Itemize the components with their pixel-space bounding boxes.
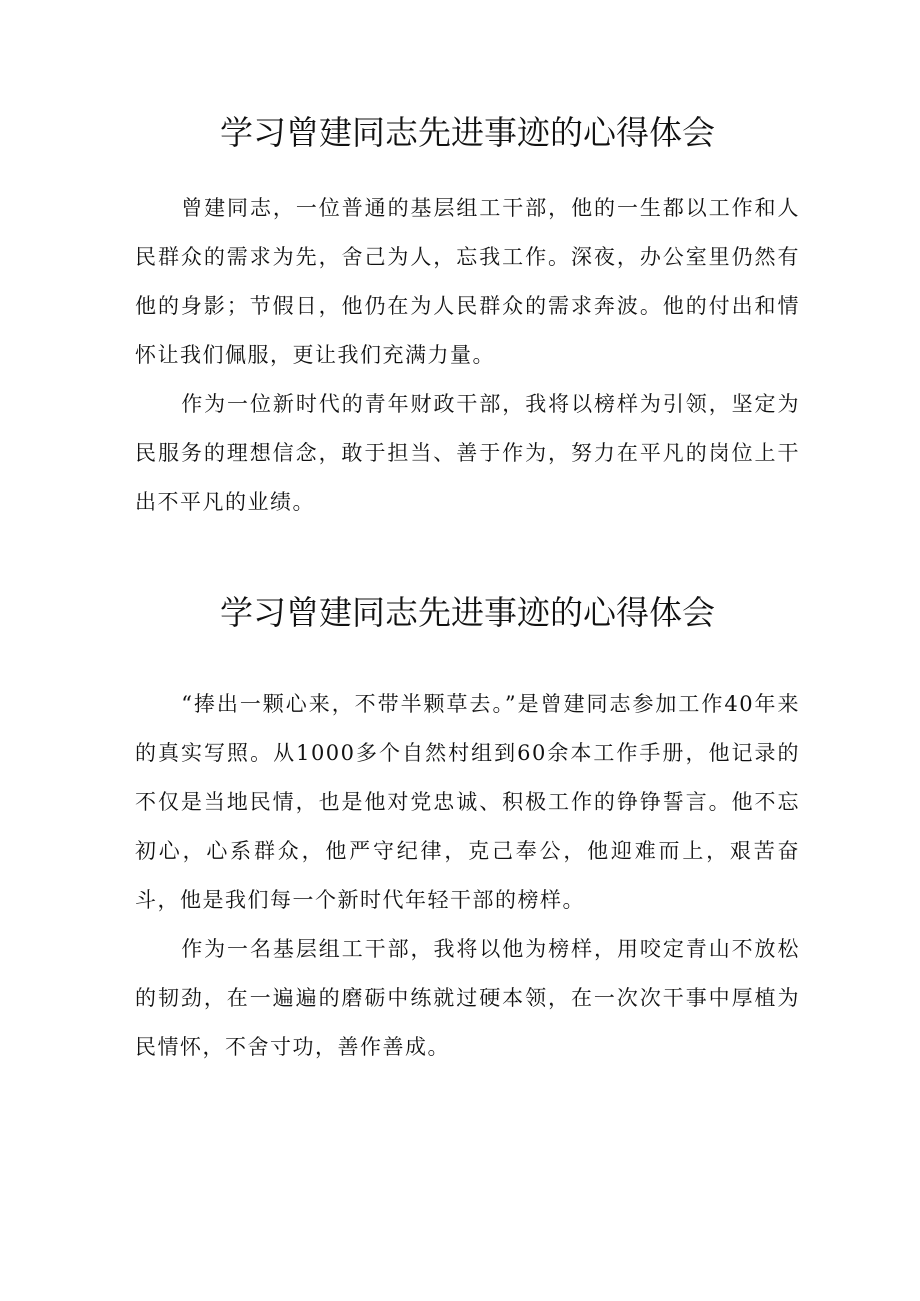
article-1-paragraph-1: 曾建同志，一位普通的基层组工干部，他的一生都以工作和人民群众的需求为先，舍己为人，忘我工作。深夜，办公室里仍然有他的身影；节假日，他仍在为人民群众的需求奔波。他的付出和情怀让我们佩服，更让我们充满力量。 — [135, 196, 800, 367]
article-2-title: 学习曾建同志先进事迹的心得体会 — [220, 593, 715, 632]
article-1-title: 学习曾建同志先进事迹的心得体会 — [220, 113, 715, 152]
article-1 — [135, 110, 800, 527]
article-2 — [135, 590, 800, 1072]
article-1-paragraph-2: 作为一位新时代的青年财政干部，我将以榜样为引领，坚定为民服务的理想信念，敢于担当、善于作为，努力在平凡的岗位上干出不平凡的业绩。 — [135, 392, 800, 514]
article-2-paragraph-2: 作为一名基层组工干部，我将以他为榜样，用咬定青山不放松的韧劲，在一遍遍的磨砺中练就过硬本领，在一次次干事中厚植为民情怀，不舍寸功，善作善成。 — [135, 937, 800, 1059]
article-2-paragraph-1: “捧出一颗心来，不带半颗草去。”是曾建同志参加工作40年来的真实写照。从1000多个自然村组到60余本工作手册，他记录的不仅是当地民情，也是他对党忠诚、积极工作的铮铮誓言。他不忘初心，心系群众，他严守纪律，克己奉公，他迎难而上，艰苦奋斗，他是我们每一个新时代年轻干部的榜样。 — [135, 692, 800, 912]
